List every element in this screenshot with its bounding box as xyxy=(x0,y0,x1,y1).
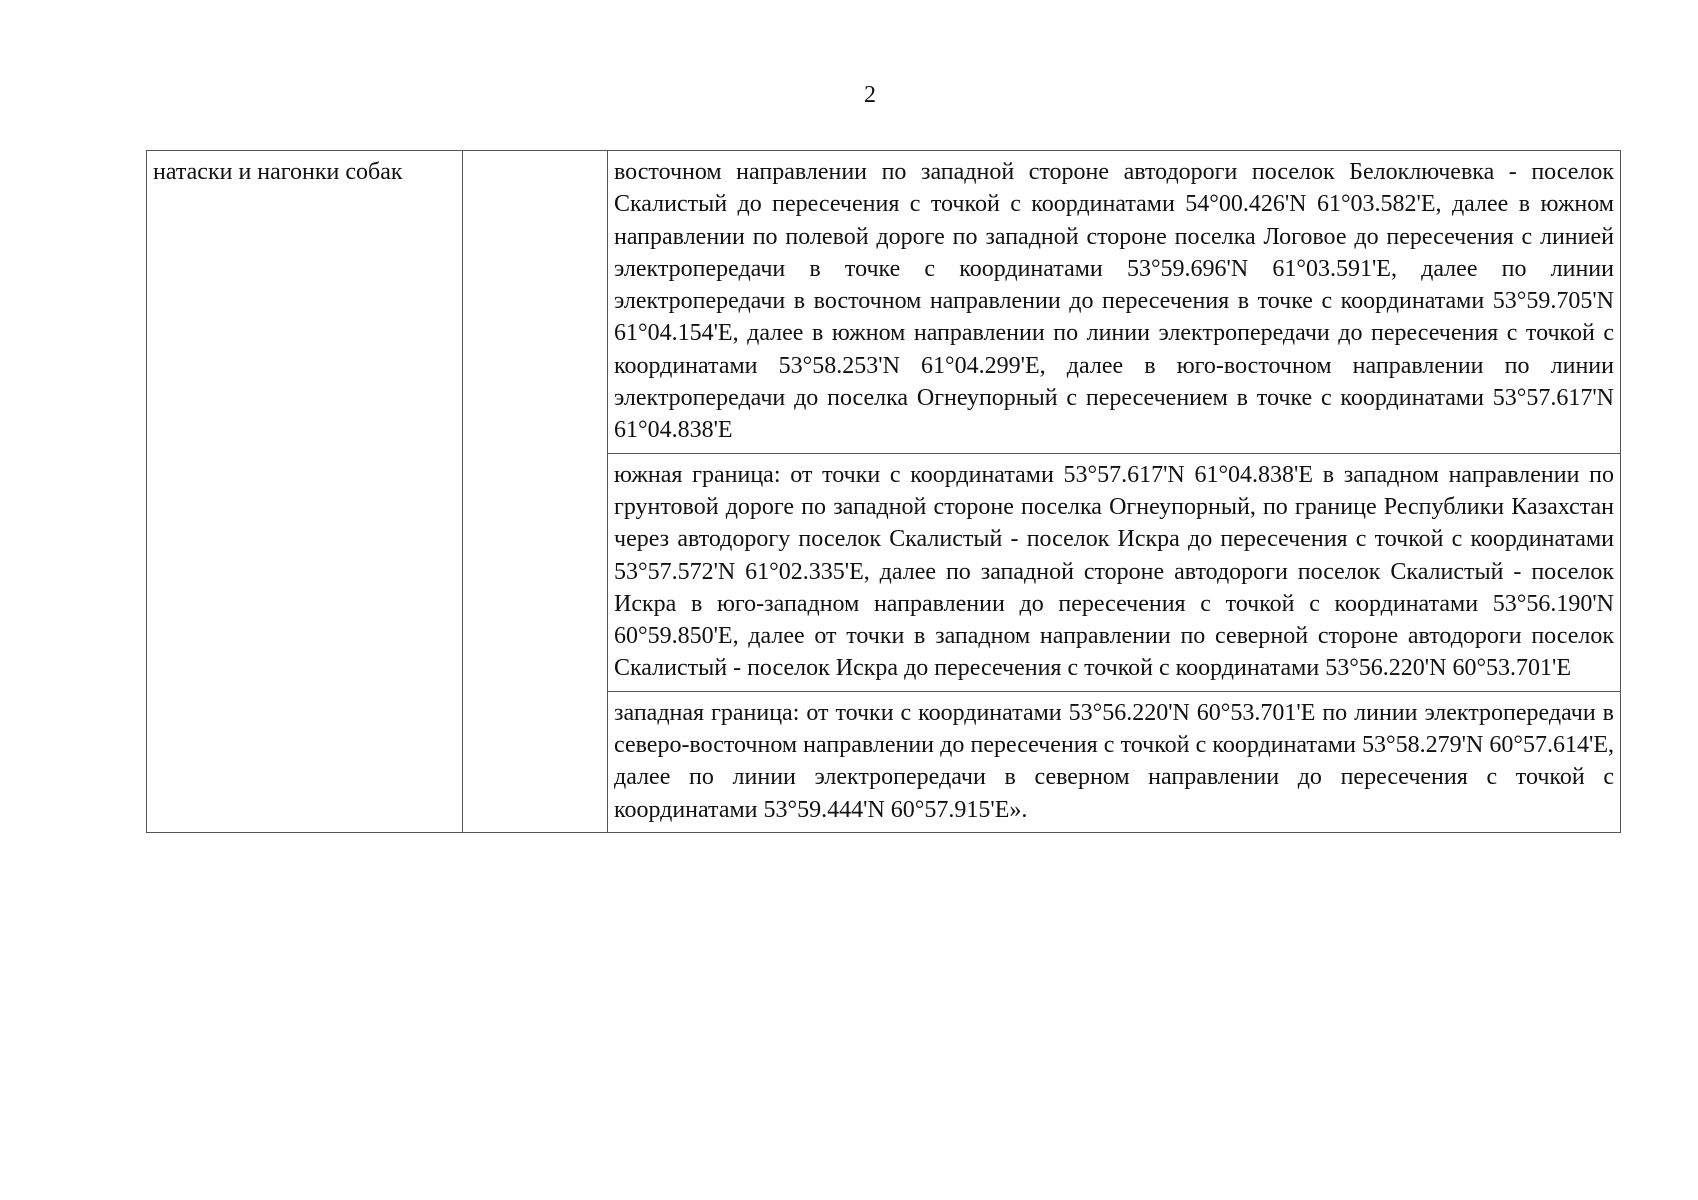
table-row xyxy=(147,151,1621,454)
boundary-description-cell xyxy=(608,151,1621,454)
boundary-description-east: восточном направлении по западной стороне автодороги поселок Белоключевка - поселок Скалистый до пересечения с точкой с координатами 54°00.426'N 61°03.582'E, далее в южном направлении по полевой дороге по западной стороне поселка Логовое до пересечения с линией электропередачи в точке с координатами 53°59.696'N 61°03.591'E, далее по линии электропередачи в восточном направлении до пересечения в точке с координатами 53°59.705'N 61°04.154'E, далее в южном направлении по линии электропередачи до пересечения с точкой с координатами 53°58.253'N 61°04.299'E, далее в юго-восточном направлении по линии электропередачи до поселка Огнеупорный с пересечением в точке с координатами 53°57.617'N 61°04.838'E xyxy=(614,159,1614,444)
page-number: 2 xyxy=(864,82,876,108)
boundary-description-cell xyxy=(608,453,1621,691)
boundary-description-west: западная граница: от точки с координатами 53°56.220'N 60°53.701'E по линии электропередачи в северо-восточном направлении до пересечения с точкой с координатами 53°58.279'N 60°57.614'E, далее по линии электропередачи в северном направлении до пересечения с точкой с координатами 53°59.444'N 60°57.915'E». xyxy=(614,699,1614,823)
boundary-description-cell xyxy=(608,691,1621,832)
boundary-description-south: южная граница: от точки с координатами 53°57.617'N 61°04.838'E в западном направлении по грунтовой дороге по западной стороне поселка Огнеупорный, по границе Республики Казахстан через автодорогу поселок Скалистый - поселок Искра до пересечения с точкой с координатами 53°57.572'N 61°02.335'E, далее по западной стороне автодороги поселок Скалистый - поселок Искра в юго-западном направлении до пересечения с точкой с координатами 53°56.190'N 60°59.850'E, далее от точки в западном направлении по северной стороне автодороги поселок Скалистый - поселок Искра до пересечения с точкой с координатами 53°56.220'N 60°53.701'E xyxy=(614,461,1614,682)
boundary-table xyxy=(146,150,1621,833)
activity-cell xyxy=(147,151,463,833)
activity-label: натаски и нагонки собак xyxy=(153,159,403,185)
empty-cell xyxy=(463,151,608,833)
